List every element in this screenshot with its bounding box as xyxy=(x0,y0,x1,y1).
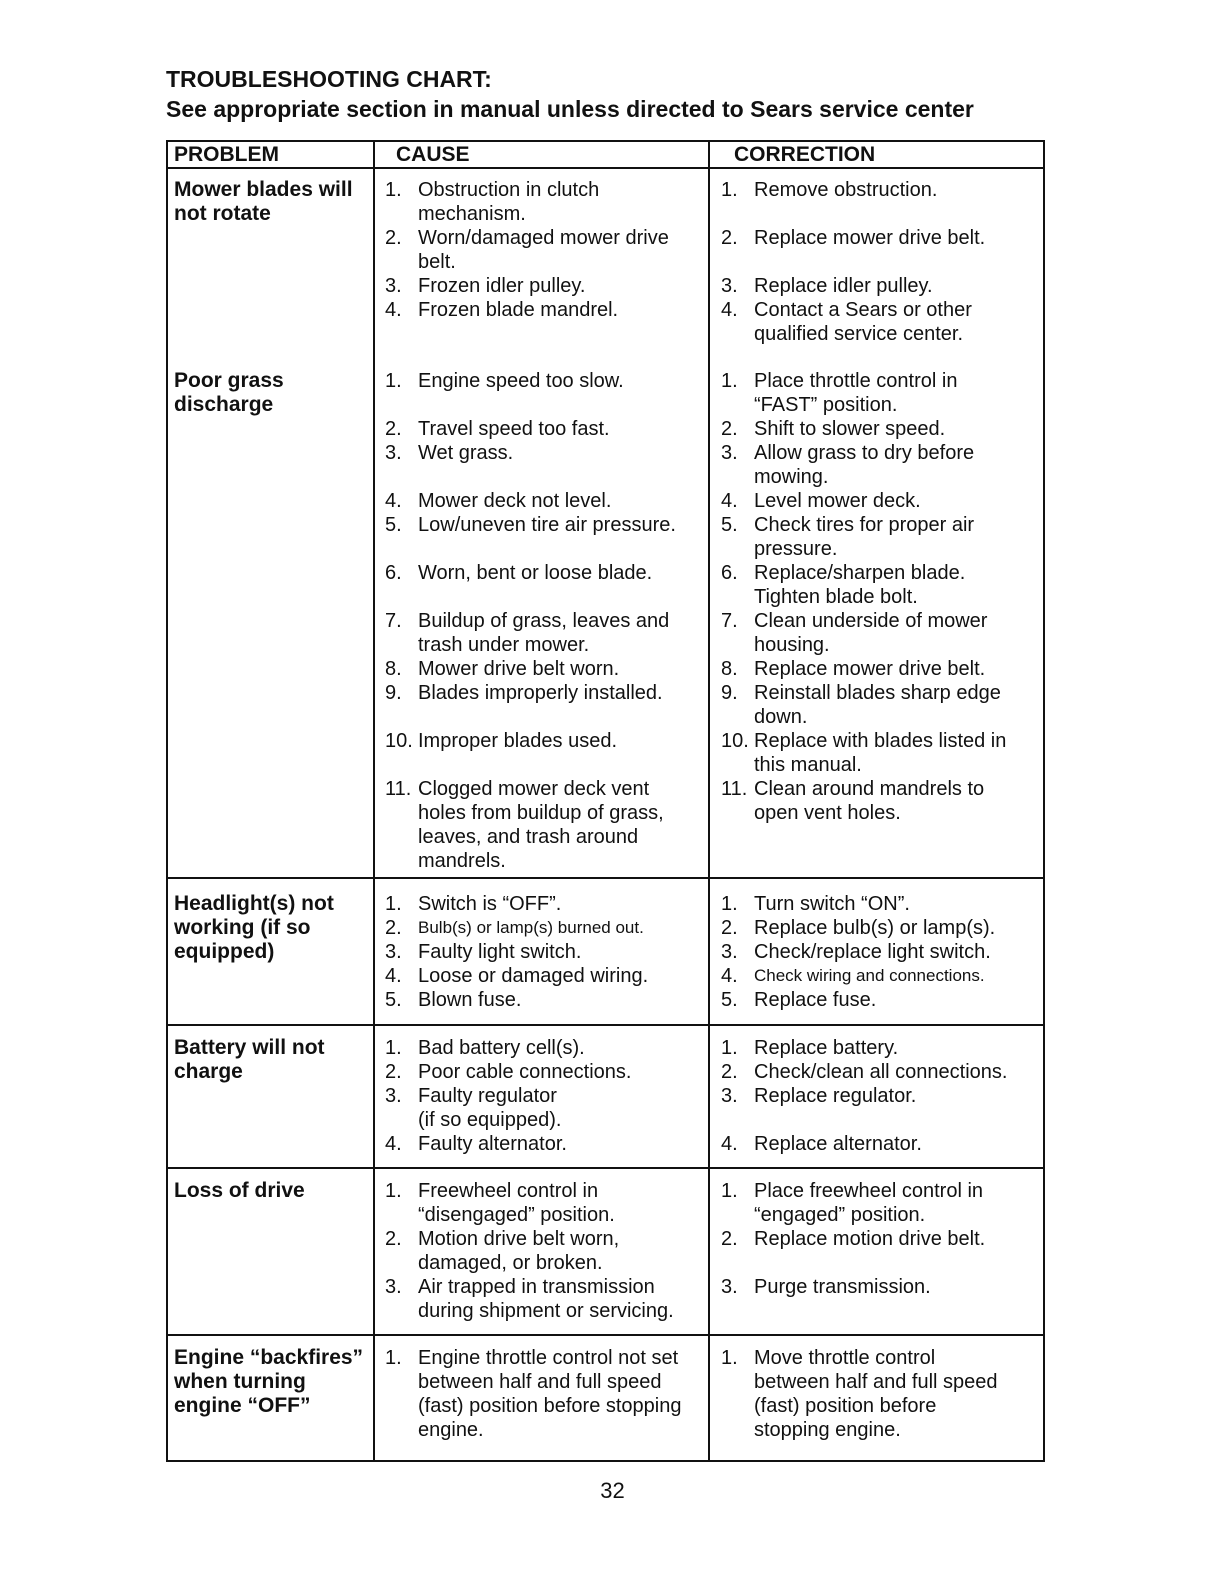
header-correction: CORRECTION xyxy=(734,143,876,166)
section-divider xyxy=(168,877,1043,879)
page-number: 32 xyxy=(600,1478,625,1503)
section-divider xyxy=(168,1167,1043,1169)
problem-label: Battery will not charge xyxy=(174,1036,325,1083)
header-cause: CAUSE xyxy=(396,143,470,166)
problem-label: Poor grass discharge xyxy=(174,369,284,416)
section-divider xyxy=(168,1024,1043,1026)
problem-label: Mower blades will not rotate xyxy=(174,178,353,225)
problem-label: Headlight(s) not working (if so equipped) xyxy=(174,892,334,963)
chart-title: TROUBLESHOOTING CHART: xyxy=(166,66,492,92)
header-divider xyxy=(168,167,1043,169)
problem-label: Loss of drive xyxy=(174,1179,305,1202)
troubleshooting-table: PROBLEM CAUSE CORRECTION Mower blades will not rotate 1. Obstruction in clutch mechanism. 2. Worn/damaged mower drive belt. 3. Frozen idler pulley. 4. Frozen blade mandrel. 1. Remove obstruction. 2. Replace mower drive belt. 3. Replace idler pulley. 4. Contact a Sears or other qualified service center. Poor grass discharge 1. Engine speed too slow. 2. Travel speed too fast. 3. Wet grass. 4. Mower deck not level. 5. Low/uneven tire air pressure. 6. Worn, bent or loose blade. 7. Buildup of grass, leaves and trash under mower. 8. Mower drive belt worn. 9. Blades improperly installed. 10. Improper blades used. 11. Clogged mower deck vent holes from buildup of grass, leaves, and trash around mandrels. 1. Place throttle control in “FAST” position. 2. Shift to slower speed. 3. Allow grass to dry before mowing. 4. Level mower deck. 5. Check tires for proper air pressure. 6. Replace/sharpen blade. Tighten blade bolt. 7. Clean underside of mower housing. 8. Replace mower drive belt. 9. Reinstall blades sharp edge down. 10. Replace with blades listed in this manual. 11. Clean around mandrels to open vent holes. Headlight(s) not working (if so equipped) 1. Switch is “OFF”. 2. Bulb(s) or lamp(s) burned out. 3. Faulty light switch. 4. Loose or damaged wiring. 5. Blown fuse. 1. Turn switch “ON”. 2. Replace bulb(s) or lamp(s). 3. Check/replace light switch. 4. Check wiring and connections. 5. Replace fuse. Battery will not charge 1. Bad battery cell(s). 2. Poor cable connections. 3. Faulty regulator (if so equipped). 4. Faulty alternator. 1. Replace battery. 2. Check/clean all connections. 3. Replace regulator. 4. Replace alternator. Loss of drive 1. Freewheel control in “disengaged” position. 2. Motion drive belt worn, damaged, or broken. 3. Air trapped in transmission during shipment or servicing. 1. Place freewheel control in “engaged” position. 2. Replace motion drive belt. 3. Purge transmission. Engine “backfires” when turning engine “OFF” 1. Engine throttle control not set between half and full speed (fast) position before stopping engine. 1. Move throttle control between half and full speed (fast) position before stopping engine. xyxy=(166,140,1045,1462)
section-divider xyxy=(168,1334,1043,1336)
chart-subtitle: See appropriate section in manual unless directed to Sears service center xyxy=(166,96,974,122)
column-divider xyxy=(708,142,710,1460)
header-problem: PROBLEM xyxy=(174,143,279,166)
problem-label: Engine “backfires” when turning engine “OFF” xyxy=(174,1346,364,1417)
column-divider xyxy=(373,142,375,1460)
